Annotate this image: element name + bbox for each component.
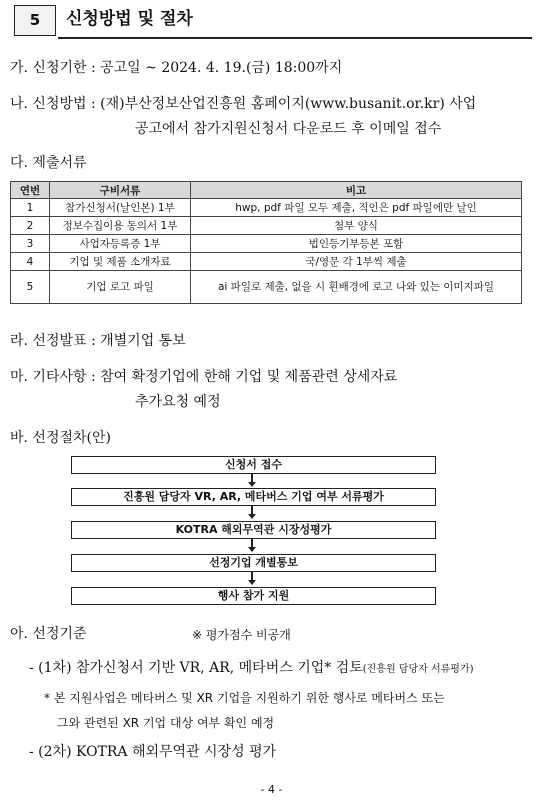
item-deadline: 가. 신청기한 : 공고일 ~ 2024. 4. 19.(금) 18:00까지 — [10, 60, 343, 76]
item-method-cont: 공고에서 참가지원신청서 다운로드 후 이메일 접수 — [135, 121, 442, 137]
item-announcement: 라. 선정발표 : 개별기업 통보 — [10, 333, 186, 349]
cell-doc: 참가신청서(날인본) 1부 — [50, 199, 191, 217]
col-doc: 구비서류 — [50, 182, 191, 199]
criteria-footnote-1: * 본 지원사업은 메타버스 및 XR 기업을 지원하기 위한 행사로 메타버스 또는 — [44, 691, 445, 705]
cell-no: 2 — [11, 217, 50, 235]
table-row — [11, 271, 522, 304]
flow-step: 진흥원 담당자 VR, AR, 메타버스 기업 여부 서류평가 — [71, 488, 436, 506]
cell-no: 3 — [11, 235, 50, 253]
criteria-footnote-2: 그와 관련된 XR 기업 대상 여부 확인 예정 — [57, 716, 275, 730]
table-row — [11, 199, 522, 217]
criteria-first — [29, 657, 474, 677]
col-no: 연번 — [11, 182, 50, 199]
cell-remark: 첨부 양식 — [191, 217, 522, 235]
item-other: 마. 기타사항 : 참여 확정기업에 한해 기업 및 제품관련 상세자료 — [10, 369, 398, 385]
item-documents: 다. 제출서류 — [10, 155, 87, 171]
documents-table — [10, 181, 522, 304]
criteria-second: - (2차) KOTRA 해외무역관 시장성 평가 — [29, 744, 277, 760]
criteria-first-main: - (1차) 참가신청서 기반 VR, AR, 메타버스 기업* 검토 — [29, 660, 363, 676]
cell-doc: 사업자등록증 1부 — [50, 235, 191, 253]
cell-no: 4 — [11, 253, 50, 271]
flow-step: 신청서 접수 — [71, 456, 436, 474]
item-method: 나. 신청방법 : (재)부산정보산업진흥원 홈페이지(www.busanit.or.kr) 사업 — [10, 96, 477, 112]
flow-step: KOTRA 해외무역관 시장성평가 — [71, 521, 436, 539]
flow-arrow — [251, 506, 253, 515]
flow-step: 행사 참가 지원 — [71, 587, 436, 605]
flow-arrow — [251, 474, 253, 483]
table-row — [11, 235, 522, 253]
table-header-row — [11, 182, 522, 199]
cell-doc: 기업 및 제품 소개자료 — [50, 253, 191, 271]
cell-remark: ai 파일로 제출, 없을 시 흰배경에 로고 나와 있는 이미지파일 — [191, 271, 522, 304]
criteria-note: ※ 평가점수 비공개 — [192, 628, 291, 642]
cell-remark: 법인등기부등본 포함 — [191, 235, 522, 253]
item-procedure: 바. 선정절차(안) — [10, 430, 111, 446]
section-header — [14, 5, 532, 39]
section-title: 신청방법 및 절차 — [66, 9, 193, 29]
item-other-cont: 추가요청 예정 — [135, 394, 221, 410]
cell-remark: 국/영문 각 1부씩 제출 — [191, 253, 522, 271]
section-number: 5 — [14, 5, 56, 36]
flow-arrow — [251, 539, 253, 548]
page-number: - 4 - — [260, 783, 283, 796]
cell-remark: hwp, pdf 파일 모두 제출, 직인은 pdf 파일에만 날인 — [191, 199, 522, 217]
flow-step: 선정기업 개별통보 — [71, 554, 436, 572]
table-row — [11, 217, 522, 235]
criteria-first-small: (진흥원 담당자 서류평가) — [362, 664, 474, 675]
cell-no: 1 — [11, 199, 50, 217]
section-underline — [58, 37, 532, 39]
cell-doc: 정보수집이용 동의서 1부 — [50, 217, 191, 235]
cell-doc: 기업 로고 파일 — [50, 271, 191, 304]
item-criteria: 아. 선정기준 — [10, 626, 87, 642]
cell-no: 5 — [11, 271, 50, 304]
flow-arrow — [251, 572, 253, 581]
col-remark: 비고 — [191, 182, 522, 199]
table-row — [11, 253, 522, 271]
